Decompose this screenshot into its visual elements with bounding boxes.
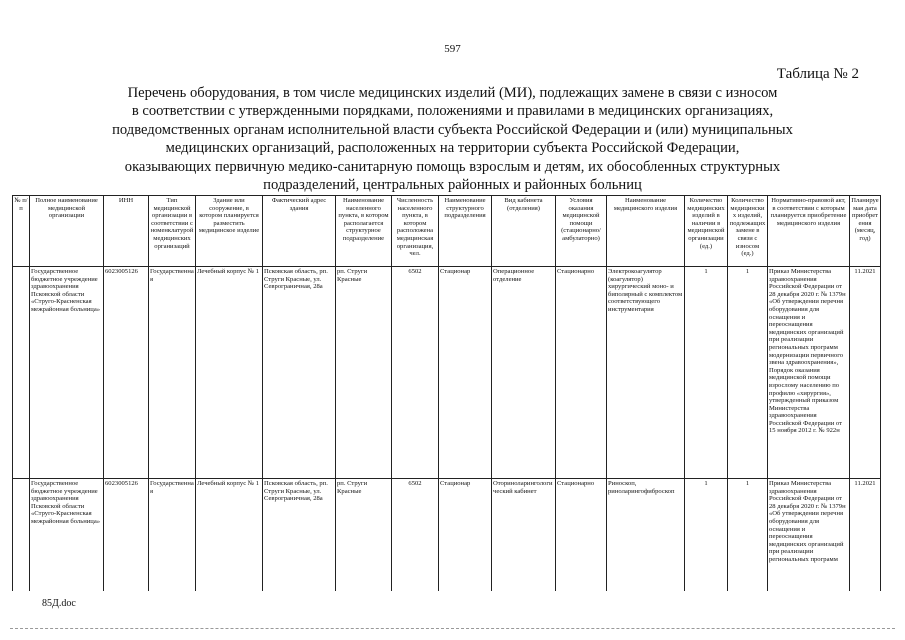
header-cell: Полное наименование медицинской организации: [30, 196, 104, 267]
scan-edge-divider: [10, 628, 895, 629]
cell-org: Государственное бюджетное учреждение здравоохранения Псковской области «Струго-Красненская межрайонная больница»: [30, 267, 104, 479]
header-cell: № п/п: [13, 196, 30, 267]
cell-qty-replace: 1: [728, 267, 768, 479]
header-cell: Вид кабинета (отделения): [492, 196, 556, 267]
cell-population: 6502: [392, 479, 439, 592]
cell-locality: рп. Струги Красные: [336, 267, 392, 479]
cell-num: [13, 267, 30, 479]
cell-building: Лечебный корпус № 1: [196, 267, 263, 479]
header-cell: Количество медицинских изделий, подлежащих замене в связи с износом (ед.): [728, 196, 768, 267]
header-cell: Наименование медицинского изделия: [607, 196, 685, 267]
table-label: Таблица № 2: [776, 66, 859, 82]
cell-building: Лечебный корпус № 1: [196, 479, 263, 592]
cell-inn: 6023005126: [104, 267, 149, 479]
document-title: [30, 84, 875, 194]
header-cell: Наименование населенного пункта, в котором располагается структурное подразделение: [336, 196, 392, 267]
cell-qty-have: 1: [685, 267, 728, 479]
cell-date: 11.2021: [850, 479, 881, 592]
cell-act: Приказ Министерства здравоохранения Российской Федерации от 28 декабря 2020 г. № 1379н «Об утверждении перечня оборудования для оснащения и переоснащения медицинских организаций при реализации региональных программ: [768, 479, 850, 592]
cell-act: Приказ Министерства здравоохранения Российской Федерации от 28 декабря 2020 г. № 1379н «Об утверждении перечня оборудования для оснащения и переоснащения медицинских организаций при реализации региональных программ модернизации первичного звена здравоохранения», Порядок оказания медицинской помощи взрослому населению по профилю «хирургия», утвержденный приказом Министерства здравоохранения Российской Федерации от 15 ноября 2012 г. № 922н: [768, 267, 850, 479]
page-number: 597: [444, 43, 461, 55]
cell-type: Государственная: [149, 479, 196, 592]
table-row: [13, 267, 881, 479]
cell-unit: Стационар: [439, 267, 492, 479]
cell-locality: рп. Струги Красные: [336, 479, 392, 592]
header-cell: Условия оказания медицинской помощи (стационарно/амбулаторно): [556, 196, 607, 267]
cell-cabinet: Оториноларингологический кабинет: [492, 479, 556, 592]
header-cell: Наименование структурного подразделения: [439, 196, 492, 267]
cell-inn: 6023005126: [104, 479, 149, 592]
cell-device: Электрокоагулятор (коагулятор) хирургический моно- и биполярный с комплектом соответствующего инструментария: [607, 267, 685, 479]
header-cell: Нормативно-правовой акт, в соответствии с которым планируется приобретение медицинского изделия: [768, 196, 850, 267]
title-line: оказывающих первичную медико-санитарную помощь взрослым и детям, их обособленных структурных: [124, 158, 781, 175]
footer-filename: 85Д.doc: [42, 598, 76, 609]
cell-qty-have: 1: [685, 479, 728, 592]
equipment-table: [12, 195, 881, 591]
title-line: в соответствии с утвержденными порядками, положениями и правилами в медицинских организациях,: [131, 103, 774, 120]
cell-conditions: Стационарно: [556, 479, 607, 592]
cell-date: 11.2021: [850, 267, 881, 479]
cell-qty-replace: 1: [728, 479, 768, 592]
table-header-row: [13, 196, 881, 267]
title-line: медицинских организаций, расположенных на территории субъекта Российской Федерации,: [165, 140, 740, 157]
cell-num: [13, 479, 30, 592]
cell-address: Псковская область, рп. Струги Красные, ул. Севрограничная, 28а: [263, 479, 336, 592]
cell-org: Государственное бюджетное учреждение здравоохранения Псковской области «Струго-Красненская межрайонная больница»: [30, 479, 104, 592]
cell-device: Риноскоп, риноларингофиброскоп: [607, 479, 685, 592]
table-row: [13, 479, 881, 592]
cell-conditions: Стационарно: [556, 267, 607, 479]
title-line: подразделений, центральных районных и районных больниц: [263, 177, 642, 194]
header-cell: Фактический адрес здания: [263, 196, 336, 267]
title-line: Перечень оборудования, в том числе медицинских изделий (МИ), подлежащих замене в связи с износом: [127, 85, 778, 101]
header-cell: Здание или сооружение, в котором планируется разместить медицинское изделие: [196, 196, 263, 267]
header-cell: Тип медицинской организации в соответствии с номенклатурой медицинских организаций: [149, 196, 196, 267]
cell-address: Псковская область, рп. Струги Красные, ул. Севрограничная, 28а: [263, 267, 336, 479]
cell-cabinet: Операционное отделение: [492, 267, 556, 479]
header-cell: Численность населенного пункта, в котором расположена медицинская организация, чел.: [392, 196, 439, 267]
header-cell: Количество медицинских изделий в наличии в медицинской организации (ед.): [685, 196, 728, 267]
cell-type: Государственная: [149, 267, 196, 479]
cell-unit: Стационар: [439, 479, 492, 592]
title-line: подведомственных органам исполнительной власти субъекта Российской Федерации и (или) муниципальных: [112, 121, 793, 138]
header-cell: Планируемая дата приобретения (месяц, год): [850, 196, 881, 267]
cell-population: 6502: [392, 267, 439, 479]
header-cell: ИНН: [104, 196, 149, 267]
